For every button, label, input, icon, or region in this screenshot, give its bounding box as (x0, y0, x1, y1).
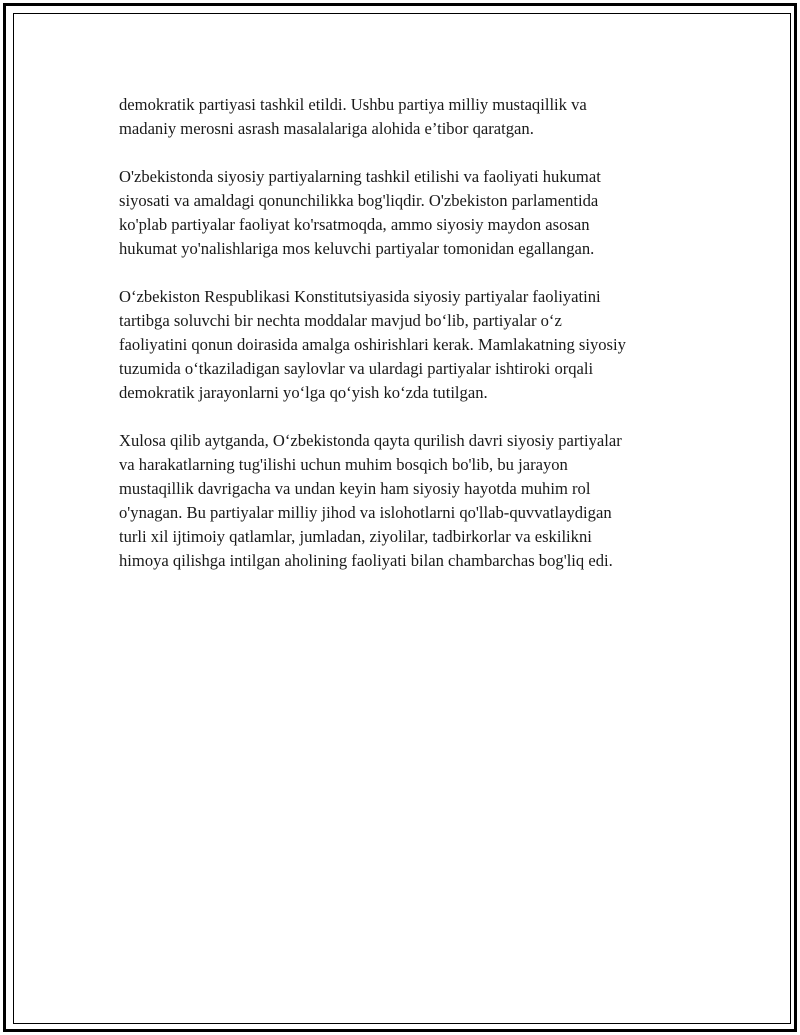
text-line: tartibga soluvchi bir nechta moddalar mavjud bo‘lib, partiyalar o‘z (119, 311, 562, 330)
text-line: himoya qilishga intilgan aholining faoliyati bilan chambarchas bog'liq edi. (119, 551, 613, 570)
text-line: hukumat yo'nalishlariga mos keluvchi partiyalar tomonidan egallangan. (119, 239, 595, 258)
text-line: faoliyatini qonun doirasida amalga oshirishlari kerak. Mamlakatning siyosiy (119, 335, 626, 354)
paragraph-3 (119, 285, 699, 405)
text-line: mustaqillik davrigacha va undan keyin ham siyosiy hayotda muhim rol (119, 479, 591, 498)
paragraph-2 (119, 165, 699, 261)
text-line: turli xil ijtimoiy qatlamlar, jumladan, ziyolilar, tadbirkorlar va eskilikni (119, 527, 592, 546)
text-line: O‘zbekiston Respublikasi Konstitutsiyasida siyosiy partiyalar faoliyatini (119, 287, 601, 306)
text-line: O'zbekistonda siyosiy partiyalarning tashkil etilishi va faoliyati hukumat (119, 167, 601, 186)
document-body (119, 93, 699, 597)
text-line: demokratik partiyasi tashkil etildi. Ushbu partiya milliy mustaqillik va (119, 95, 587, 114)
text-line: o'ynagan. Bu partiyalar milliy jihod va islohotlarni qo'llab-quvvatlaydigan (119, 503, 612, 522)
text-line: Xulosa qilib aytganda, O‘zbekistonda qayta qurilish davri siyosiy partiyalar (119, 431, 622, 450)
text-line: demokratik jarayonlarni yo‘lga qo‘yish ko‘zda tutilgan. (119, 383, 488, 402)
paragraph-1 (119, 93, 699, 141)
paragraph-4 (119, 429, 699, 573)
text-line: madaniy merosni asrash masalalariga alohida e’tibor qaratgan. (119, 119, 534, 138)
text-line: ko'plab partiyalar faoliyat ko'rsatmoqda, ammo siyosiy maydon asosan (119, 215, 590, 234)
text-line: siyosati va amaldagi qonunchilikka bog'liqdir. O'zbekiston parlamentida (119, 191, 599, 210)
text-line: va harakatlarning tug'ilishi uchun muhim bosqich bo'lib, bu jarayon (119, 455, 568, 474)
text-line: tuzumida o‘tkaziladigan saylovlar va ulardagi partiyalar ishtiroki orqali (119, 359, 594, 378)
